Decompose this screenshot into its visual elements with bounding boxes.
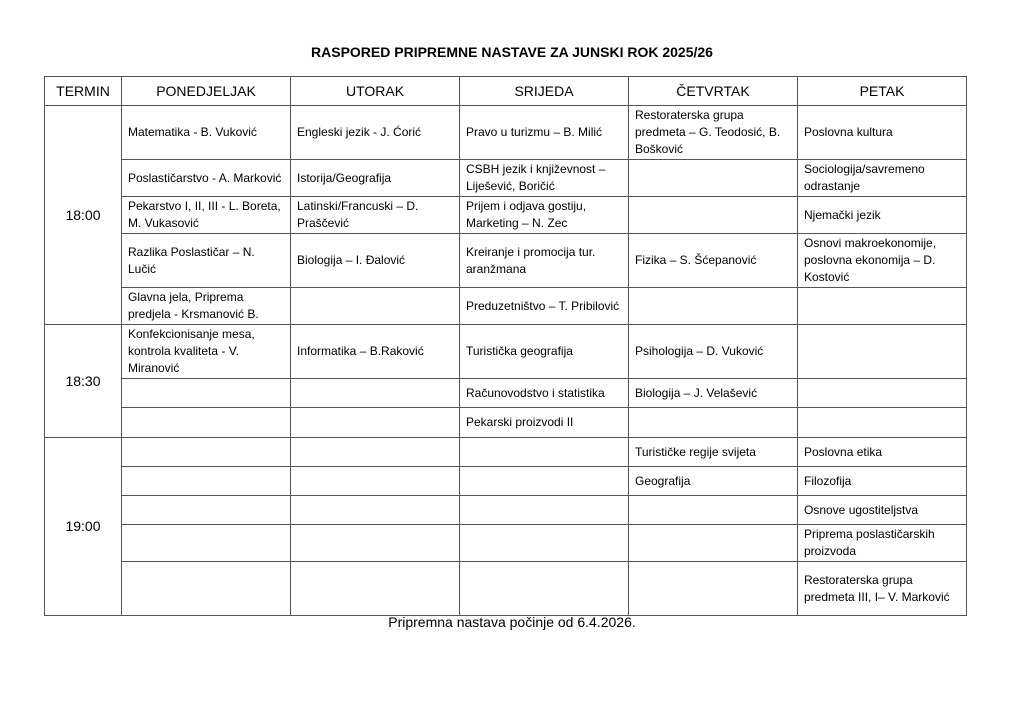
table-cell bbox=[122, 467, 291, 496]
table-cell: Pekarstvo I, II, III - L. Boreta, M. Vukasović bbox=[122, 197, 291, 234]
table-cell bbox=[291, 496, 460, 525]
table-cell bbox=[460, 438, 629, 467]
table-cell bbox=[122, 438, 291, 467]
table-cell: Geografija bbox=[629, 467, 798, 496]
table-cell: Razlika Poslastičar – N. Lučić bbox=[122, 234, 291, 288]
table-cell bbox=[122, 379, 291, 408]
table-cell bbox=[798, 379, 967, 408]
table-row bbox=[45, 467, 967, 496]
header-utorak: UTORAK bbox=[291, 77, 460, 106]
table-cell bbox=[122, 496, 291, 525]
table-cell: Matematika - B. Vuković bbox=[122, 106, 291, 160]
table-row bbox=[45, 438, 967, 467]
table-cell bbox=[291, 525, 460, 562]
header-srijeda: SRIJEDA bbox=[460, 77, 629, 106]
table-cell bbox=[460, 562, 629, 616]
header-row bbox=[45, 77, 967, 106]
table-row bbox=[45, 160, 967, 197]
table-cell bbox=[629, 562, 798, 616]
header-petak: PETAK bbox=[798, 77, 967, 106]
table-cell: Turističke regije svijeta bbox=[629, 438, 798, 467]
table-cell bbox=[629, 408, 798, 438]
page-title: RASPORED PRIPREMNE NASTAVE ZA JUNSKI ROK 2025/26 bbox=[311, 44, 713, 60]
table-cell: Restoraterska grupa predmeta III, I– V. Marković bbox=[798, 562, 967, 616]
table-cell bbox=[629, 525, 798, 562]
table-cell bbox=[460, 496, 629, 525]
table-cell bbox=[291, 438, 460, 467]
table-cell bbox=[460, 467, 629, 496]
table-cell bbox=[798, 325, 967, 379]
table-cell bbox=[798, 408, 967, 438]
table-cell bbox=[629, 496, 798, 525]
table-cell: Glavna jela, Priprema predjela - Krsmanović B. bbox=[122, 288, 291, 325]
table-cell: Računovodstvo i statistika bbox=[460, 379, 629, 408]
table-cell bbox=[122, 562, 291, 616]
table-cell: Sociologija/savremeno odrastanje bbox=[798, 160, 967, 197]
table-cell bbox=[122, 525, 291, 562]
table-row bbox=[45, 496, 967, 525]
table-cell: Prijem i odjava gostiju, Marketing – N. Zec bbox=[460, 197, 629, 234]
table-cell: Poslovna etika bbox=[798, 438, 967, 467]
table-cell: Poslastičarstvo - A. Marković bbox=[122, 160, 291, 197]
table-cell: Latinski/Francuski – D. Praščević bbox=[291, 197, 460, 234]
table-cell: CSBH jezik i književnost – Liješević, Boričić bbox=[460, 160, 629, 197]
table-cell: Konfekcionisanje mesa, kontrola kvaliteta - V. Miranović bbox=[122, 325, 291, 379]
table-row bbox=[45, 106, 967, 160]
table-row bbox=[45, 408, 967, 438]
table-cell bbox=[629, 197, 798, 234]
table-cell: Preduzetništvo – T. Pribilović bbox=[460, 288, 629, 325]
table-cell: Restoraterska grupa predmeta – G. Teodosić, B. Bošković bbox=[629, 106, 798, 160]
table-row bbox=[45, 525, 967, 562]
table-row bbox=[45, 562, 967, 616]
table-cell bbox=[460, 525, 629, 562]
header-ponedjeljak: PONEDJELJAK bbox=[122, 77, 291, 106]
table-cell: Osnove ugostiteljstva bbox=[798, 496, 967, 525]
table-cell bbox=[122, 408, 291, 438]
table-cell: Pravo u turizmu – B. Milić bbox=[460, 106, 629, 160]
table-cell: Fizika – S. Šćepanović bbox=[629, 234, 798, 288]
table-cell: Psihologija – D. Vuković bbox=[629, 325, 798, 379]
footer-note: Pripremna nastava počinje od 6.4.2026. bbox=[388, 614, 636, 630]
table-cell bbox=[291, 288, 460, 325]
header-termin: TERMIN bbox=[45, 77, 122, 106]
table-cell: Biologija – J. Velašević bbox=[629, 379, 798, 408]
schedule-table bbox=[44, 76, 967, 616]
header-cetvrtak: ČETVRTAK bbox=[629, 77, 798, 106]
table-cell bbox=[291, 467, 460, 496]
table-cell bbox=[629, 160, 798, 197]
table-cell: Filozofija bbox=[798, 467, 967, 496]
table-cell: Biologija – I. Đalović bbox=[291, 234, 460, 288]
table-cell: Engleski jezik - J. Ćorić bbox=[291, 106, 460, 160]
table-cell bbox=[798, 288, 967, 325]
table-cell: Pekarski proizvodi II bbox=[460, 408, 629, 438]
table-cell: Informatika – B.Raković bbox=[291, 325, 460, 379]
table-cell: Turistička geografija bbox=[460, 325, 629, 379]
table-cell bbox=[291, 562, 460, 616]
termin-cell: 18:00 bbox=[45, 106, 122, 325]
table-cell: Poslovna kultura bbox=[798, 106, 967, 160]
table-row bbox=[45, 325, 967, 379]
termin-cell: 18:30 bbox=[45, 325, 122, 438]
table-row bbox=[45, 288, 967, 325]
table-cell bbox=[291, 408, 460, 438]
table-cell bbox=[291, 379, 460, 408]
table-cell: Priprema poslastičarskih proizvoda bbox=[798, 525, 967, 562]
table-cell bbox=[629, 288, 798, 325]
table-cell: Kreiranje i promocija tur. aranžmana bbox=[460, 234, 629, 288]
termin-cell: 19:00 bbox=[45, 438, 122, 616]
table-cell: Istorija/Geografija bbox=[291, 160, 460, 197]
table-row bbox=[45, 197, 967, 234]
table-row bbox=[45, 234, 967, 288]
table-cell: Osnovi makroekonomije, poslovna ekonomija – D. Kostović bbox=[798, 234, 967, 288]
table-row bbox=[45, 379, 967, 408]
table-cell: Njemački jezik bbox=[798, 197, 967, 234]
